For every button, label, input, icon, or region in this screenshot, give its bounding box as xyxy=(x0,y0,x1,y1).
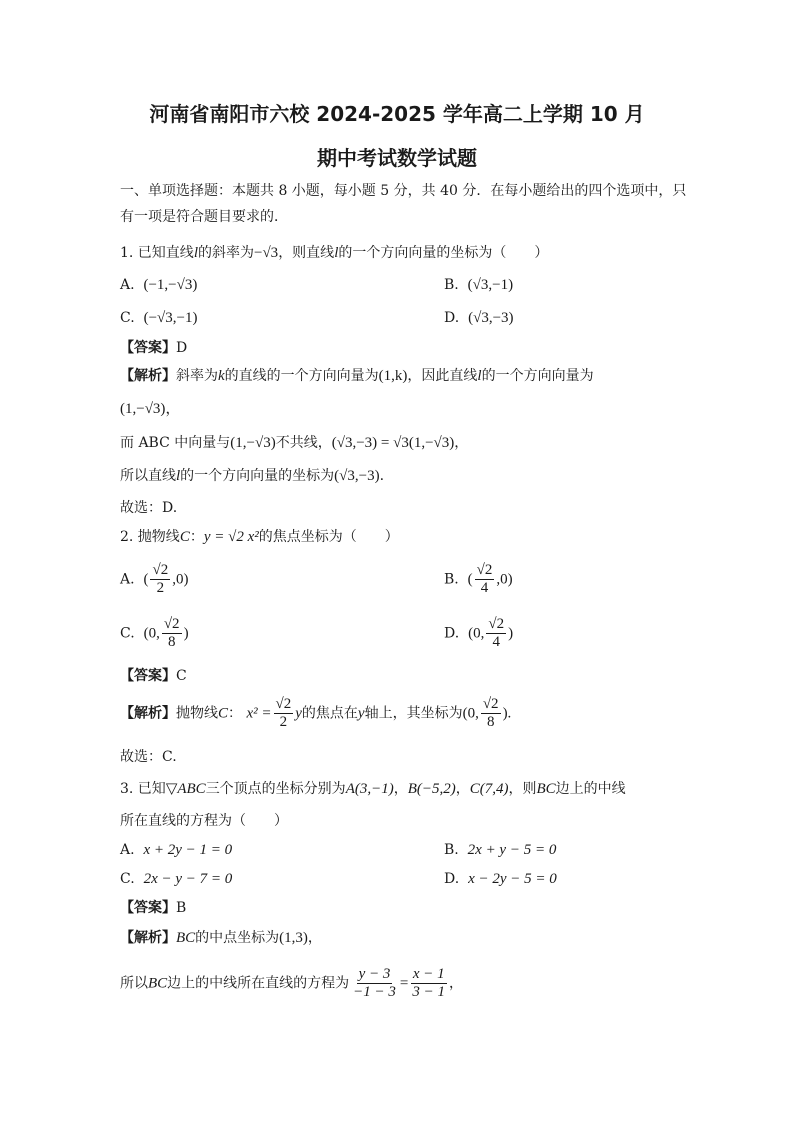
q1-analysis-line2: (1,−√3)， xyxy=(120,401,181,417)
q2-answer: 【答案】C xyxy=(120,668,187,684)
q1-analysis-line4: 所以直线l的一个方向向量的坐标为(√3,−3). xyxy=(120,468,385,484)
q2-conclusion: 故选：C. xyxy=(120,749,177,765)
q3-option-b: B. 2x + y − 5 = 0 xyxy=(444,842,557,858)
q3-answer: 【答案】B xyxy=(120,900,187,916)
q3-analysis-line1: 【解析】BC的中点坐标为(1,3)， xyxy=(120,930,322,946)
q3-option-d: D. x − 2y − 5 = 0 xyxy=(444,871,557,887)
q1-conclusion: 故选：D. xyxy=(120,500,178,516)
question-1-stem: 1. 已知直线l的斜率为−√3，则直线l的一个方向向量的坐标为（ ） xyxy=(120,245,549,261)
q2-option-d: D. (0, $\frac{√2}{4}$ ) xyxy=(444,616,514,650)
q1-answer: 【答案】D xyxy=(120,340,188,356)
q1-option-a: A. (−1,−√3) xyxy=(120,277,198,293)
q1-option-c: C. (−√3,−1) xyxy=(120,310,198,326)
q2-option-b: B. ( $\frac{√2}{4}$ ,0) xyxy=(444,562,513,596)
document-title-line1: 河南省南阳市六校 2024-2025 学年高二上学期 10 月 xyxy=(149,102,645,126)
question-3-stem-line2: 所在直线的方程为（ ） xyxy=(120,813,288,829)
section-heading-line2: 有一项是符合题目要求的． xyxy=(120,209,288,225)
question-3-stem-line1: 3. 已知▽ABC三个顶点的坐标分别为A(3,−1)，B(−5,2)，C(7,4)，则BC边上的中线 xyxy=(120,781,626,797)
question-2-stem: 2. 抛物线C：y = √2 x²的焦点坐标为（ ） xyxy=(120,529,399,545)
q3-option-c: C. 2x − y − 7 = 0 xyxy=(120,871,233,887)
q1-analysis-line3: 而 ABC 中向量与(1,−√3)不共线，(√3,−3) = √3(1,−√3)， xyxy=(120,435,469,451)
section-heading-line1: 一、单项选择题：本题共 8 小题，每小题 5 分，共 40 分．在每小题给出的四个选项中，只 xyxy=(120,183,687,199)
q1-option-b: B. (√3,−1) xyxy=(444,277,514,293)
q1-option-d: D. (√3,−3) xyxy=(444,310,514,326)
q3-analysis-line2: 所以BC边上的中线所在直线的方程为 $\frac{y - 3}{-1 - 3}$ = $\frac{x - 1}{3 - 1}$ ， xyxy=(120,966,464,1000)
q3-option-a: A. x + 2y − 1 = 0 xyxy=(120,842,233,858)
q1-analysis-line1: 【解析】斜率为k的直线的一个方向向量为(1,k)，因此直线l的一个方向向量为 xyxy=(120,368,594,384)
q2-option-a: A. ( $\frac{√2}{2}$ ,0) xyxy=(120,562,189,596)
q2-analysis: 【解析】抛物线C： x² = $\frac{√2}{2}$ y的焦点在y轴上，其坐标为(0, $\frac{√2}{8}$ ). xyxy=(120,696,512,730)
document-title-line2: 期中考试数学试题 xyxy=(317,146,477,170)
q2-option-c: C. (0, $\frac{√2}{8}$ ) xyxy=(120,616,189,650)
